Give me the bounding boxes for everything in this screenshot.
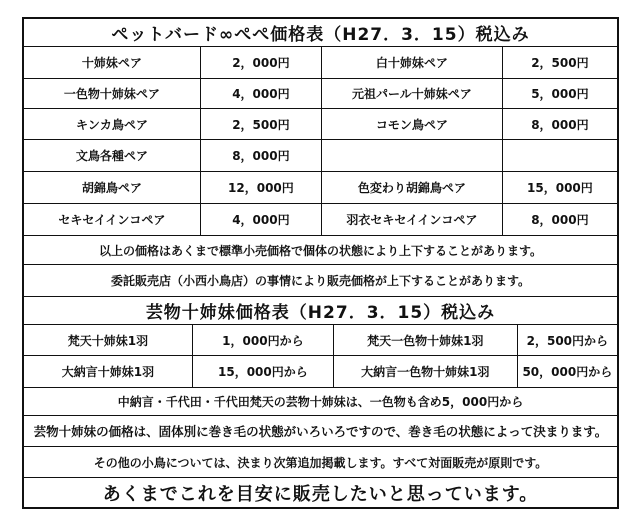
item-price bbox=[503, 140, 617, 171]
item-name: 白十姉妹ペア bbox=[322, 47, 503, 78]
item-name: 十姉妹ペア bbox=[24, 47, 201, 78]
item-name: 大納言十姉妹1羽 bbox=[24, 356, 193, 387]
geibutsu-table-title: 芸物十姉妹価格表（H27．3．15）税込み bbox=[145, 303, 496, 323]
item-price: 8，000円 bbox=[531, 117, 589, 132]
price-note-row bbox=[24, 236, 617, 265]
table-row bbox=[24, 140, 617, 172]
other-birds-note: その他の小鳥については、決まり次第追加掲載します。すべて対面販売が原則です。 bbox=[93, 455, 548, 470]
geibutsu-note-row bbox=[24, 388, 617, 416]
item-name bbox=[322, 140, 503, 171]
geibutsu-note: 中納言・千代田・千代田梵天の芸物十姉妹は、一色物も含め5，000円から bbox=[117, 395, 524, 409]
item-name: 胡錦鳥ペア bbox=[24, 172, 201, 203]
consignment-note: 委託販売店（小西小鳥店）の事情により販売価格が上下することがあります。 bbox=[110, 274, 531, 288]
item-price: 4，000円 bbox=[201, 204, 322, 235]
table-row bbox=[24, 204, 617, 236]
item-name: 大納言一色物十姉妹1羽 bbox=[334, 356, 518, 387]
item-name: 梵天十姉妹1羽 bbox=[24, 325, 193, 355]
price-sheet bbox=[22, 17, 619, 509]
table-row bbox=[24, 325, 617, 356]
closing-message: あくまでこれを目安に販売したいと思っています。 bbox=[102, 483, 539, 505]
item-name: 一色物十姉妹ペア bbox=[24, 79, 201, 108]
item-price: 15，000円 bbox=[527, 181, 593, 195]
curl-note-row bbox=[24, 416, 617, 447]
item-price: 50，000円から bbox=[522, 365, 613, 379]
item-name: セキセイインコペア bbox=[24, 204, 201, 235]
item-price: 2，000円 bbox=[201, 47, 322, 78]
geibutsu-title-row bbox=[24, 297, 617, 325]
item-name: 元祖パール十姉妹ペア bbox=[322, 79, 503, 108]
item-price: 1，000円から bbox=[193, 325, 334, 355]
price-table-title-row bbox=[24, 19, 617, 47]
table-row bbox=[24, 109, 617, 140]
item-price: 4，000円 bbox=[201, 79, 322, 108]
item-name: コモン鳥ペア bbox=[322, 109, 503, 139]
item-name: 羽衣セキセイインコペア bbox=[322, 204, 503, 235]
item-price: 5，000円 bbox=[531, 87, 589, 101]
price-note: 以上の価格はあくまで標準小売価格で個体の状態により上下することがあります。 bbox=[98, 243, 543, 258]
price-table-title: ペットバード∞ぺぺ価格表（H27．3．15）税込み bbox=[111, 25, 530, 45]
item-name: 梵天一色物十姉妹1羽 bbox=[334, 325, 518, 355]
table-row bbox=[24, 356, 617, 388]
item-price: 2，500円 bbox=[531, 56, 589, 70]
item-price: 8，000円 bbox=[201, 140, 322, 171]
consignment-note-row bbox=[24, 265, 617, 297]
item-price: 8，000円 bbox=[531, 213, 589, 227]
item-name: 色変わり胡錦鳥ペア bbox=[322, 172, 503, 203]
item-name: 文鳥各種ペア bbox=[24, 140, 201, 171]
item-name: キンカ鳥ペア bbox=[24, 109, 201, 139]
other-birds-note-row bbox=[24, 447, 617, 478]
item-price: 2，500円 bbox=[201, 109, 322, 139]
table-row bbox=[24, 79, 617, 109]
closing-row bbox=[24, 478, 617, 507]
item-price: 2，500円から bbox=[526, 333, 609, 348]
table-row bbox=[24, 47, 617, 79]
item-price: 15，000円から bbox=[193, 356, 334, 387]
item-price: 12，000円 bbox=[201, 172, 322, 203]
table-row bbox=[24, 172, 617, 204]
curl-note: 芸物十姉妹の価格は、固体別に巻き毛の状態がいろいろですので、巻き毛の状態によって決まります。 bbox=[33, 424, 608, 439]
